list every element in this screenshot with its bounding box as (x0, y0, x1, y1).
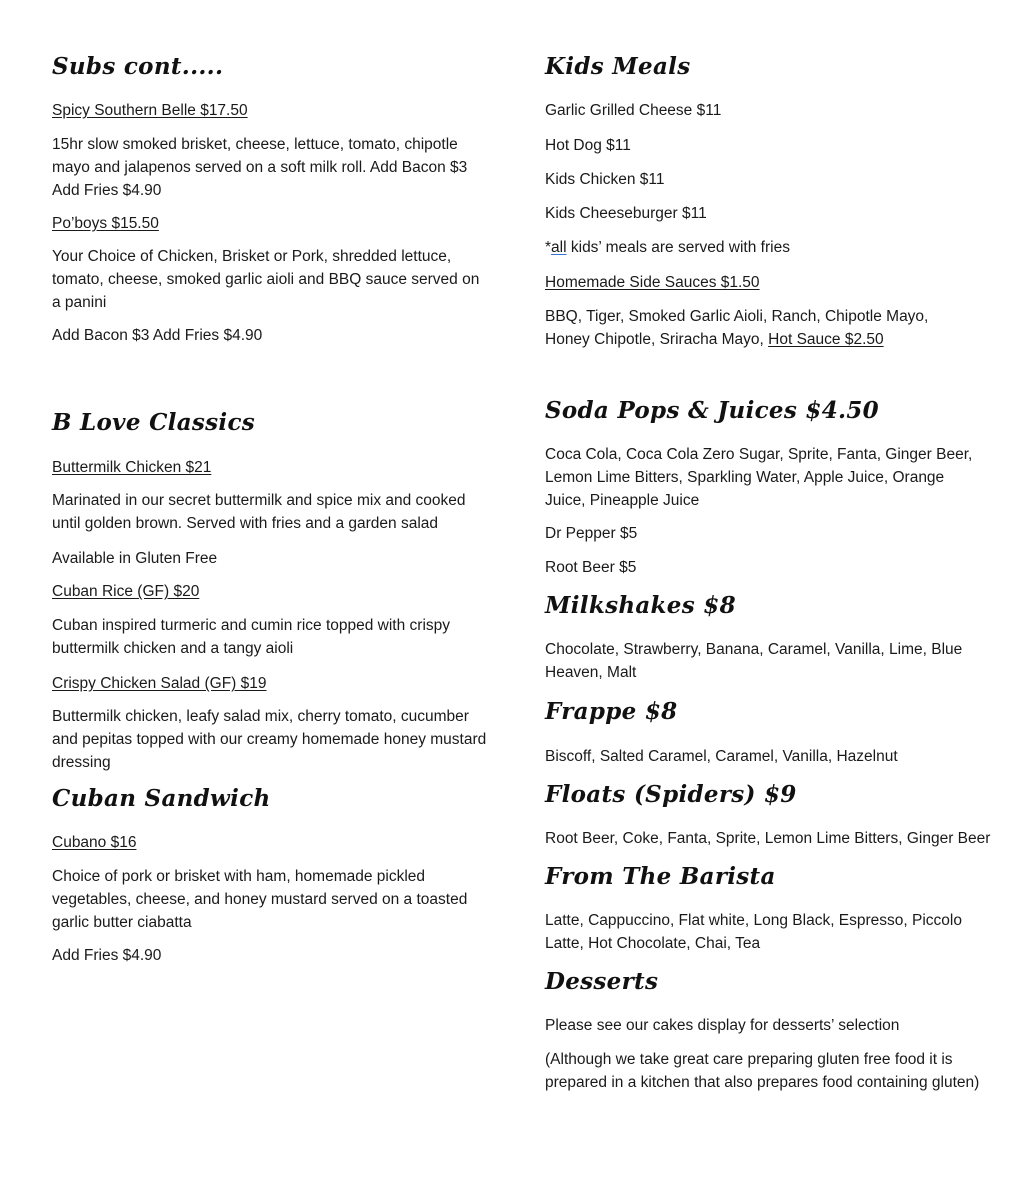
list-item: Kids Chicken $11 (545, 171, 665, 188)
menu-item-title: Crispy Chicken Salad (GF) $19 (52, 675, 267, 692)
sauces-list: BBQ, Tiger, Smoked Garlic Aioli, Ranch, Chipotle Mayo, Honey Chipotle, Sriracha Mayo, (545, 308, 929, 348)
menu-item-description: Buttermilk chicken, leafy salad mix, cherry tomato, cucumber and pepitas topped with our creamy homemade honey mustard dressing (52, 708, 487, 771)
menu-item-title: Cuban Rice (GF) $20 (52, 583, 200, 600)
list-item: Root Beer $5 (545, 559, 637, 576)
menu-item-description: Please see our cakes display for desserts’ selection (545, 1017, 900, 1034)
milkshakes-heading: Milkshakes $8 (545, 592, 736, 619)
menu-item-description: Your Choice of Chicken, Brisket or Pork, shredded lettuce, tomato, cheese, smoked garlic aioli and BBQ sauce served on a panini (52, 248, 480, 311)
menu-item-extra: Add Bacon $3 Add Fries $4.90 (52, 327, 263, 344)
menu-item-description: Cuban inspired turmeric and cumin rice topped with crispy buttermilk chicken and a tangy aioli (52, 617, 451, 657)
frappe-heading: Frappe $8 (545, 698, 678, 725)
menu-item-description: Coca Cola, Coca Cola Zero Sugar, Sprite, Fanta, Ginger Beer, Lemon Lime Bitters, Sparkling Water, Apple Juice, Orange Juice, Pineapple Juice (545, 446, 973, 509)
list-item: Kids Cheeseburger $11 (545, 205, 707, 222)
floats-heading: Floats (Spiders) $9 (545, 781, 797, 808)
menu-item-description: 15hr slow smoked brisket, cheese, lettuce, tomato, chipotle mayo and jalapenos served on a soft milk roll. Add Bacon $3 Add Fries $4.90 (52, 136, 468, 199)
menu-item-title: Buttermilk Chicken $21 (52, 459, 212, 476)
menu-item-extra: Add Fries $4.90 (52, 947, 162, 964)
menu-item-description: Marinated in our secret buttermilk and spice mix and cooked until golden brown. Served with fries and a garden salad (52, 492, 466, 532)
gluten-note: (Although we take great care preparing gluten free food it is prepared in a kitchen that also prepares food containing gluten) (545, 1051, 980, 1091)
kids-note (545, 236, 790, 259)
kids-heading: Kids Meals (545, 53, 691, 80)
soda-heading: Soda Pops & Juices $4.50 (545, 397, 879, 424)
subs-heading: Subs cont..... (52, 53, 224, 80)
menu-item-title: Spicy Southern Belle $17.50 (52, 102, 248, 119)
kids-note-prefix: * (545, 239, 552, 256)
list-item: Garlic Grilled Cheese $11 (545, 102, 722, 119)
kids-note-suffix: kids’ meals are served with fries (566, 239, 790, 256)
menu-item-description: Biscoff, Salted Caramel, Caramel, Vanilla, Hazelnut (545, 748, 898, 765)
menu-item-title: Cubano $16 (52, 834, 137, 851)
menu-item-extra: Available in Gluten Free (52, 550, 218, 567)
menu-item-description: Chocolate, Strawberry, Banana, Caramel, Vanilla, Lime, Blue Heaven, Malt (545, 641, 963, 681)
menu-item-title: Homemade Side Sauces $1.50 (545, 274, 760, 291)
menu-item-description: Latte, Cappuccino, Flat white, Long Black, Espresso, Piccolo Latte, Hot Chocolate, Chai, Tea (545, 912, 962, 952)
menu-item-title: Po’boys $15.50 (52, 215, 159, 232)
menu-item-description: Root Beer, Coke, Fanta, Sprite, Lemon Lime Bitters, Ginger Beer (545, 830, 991, 847)
barista-heading: From The Barista (545, 863, 776, 890)
cuban-heading: Cuban Sandwich (52, 785, 271, 812)
classics-heading: B Love Classics (52, 409, 255, 436)
sauces-description (545, 305, 975, 351)
list-item: Dr Pepper $5 (545, 525, 638, 542)
menu-item-description: Choice of pork or brisket with ham, homemade pickled vegetables, cheese, and honey mustard served on a toasted garlic butter ciabatta (52, 868, 468, 931)
hot-sauce-price: Hot Sauce $2.50 (768, 331, 884, 348)
kids-note-underlined: all (551, 239, 567, 256)
list-item: Hot Dog $11 (545, 137, 631, 154)
desserts-heading: Desserts (545, 968, 659, 995)
